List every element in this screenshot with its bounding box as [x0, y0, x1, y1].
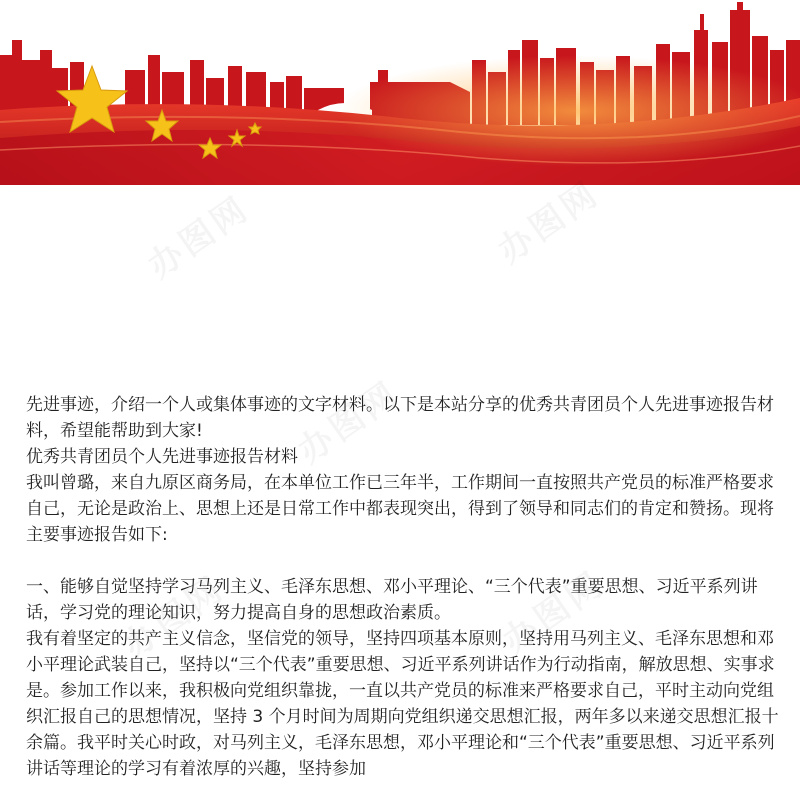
watermark	[136, 182, 257, 288]
paragraph-self-introduction: 我叫曾璐，来自九原区商务局，在本单位工作已三年半，工作期间一直按照共产党员的标准严格要求自己，无论是政治上、思想上还是日常工作中都表现突出，得到了领导和同志们的肯定和赞扬。现将主要事迹报告如下:	[26, 473, 774, 545]
paragraph-beliefs: 我有着坚定的共产主义信念，坚信党的领导，坚持四项基本原则，坚持用马列主义、毛泽东思想和邓小平理论武装自己，坚持以“三个代表”重要思想、习近平系列讲话作为行动指南，解放思想、实事求是。参加工作以来，我积极向党组织靠拢，一直以共产党员的标准来严格要求自己，平时主动向党组织汇报自己的思想情况，坚持 3 个月时间为周期向党组织递交思想汇报，两年多以来递交思想汇报十余篇。我平时关心时政，对马列主义，毛泽东思想，邓小平理论和“三个代表”重要思想、习近平系列讲话等理论的学习有着浓厚的兴趣，坚持参加	[26, 629, 779, 779]
intro-paragraph: 先进事迹，介绍一个人或集体事迹的文字材料。以下是本站分享的优秀共青团员个人先进事迹报告材料，希望能帮助到大家!	[26, 395, 774, 441]
section-heading-1: 一、能够自觉坚持学习马列主义、毛泽东思想、邓小平理论、“三个代表”重要思想、习近平系列讲话，学习党的理论知识，努力提高自身的思想政治素质。	[26, 577, 758, 623]
article-body	[26, 392, 786, 782]
header-banner	[0, 0, 800, 185]
city-skyline-banner	[0, 0, 800, 185]
article-title: 优秀共青团员个人先进事迹报告材料	[26, 447, 298, 467]
paragraph-spacer	[26, 548, 786, 574]
